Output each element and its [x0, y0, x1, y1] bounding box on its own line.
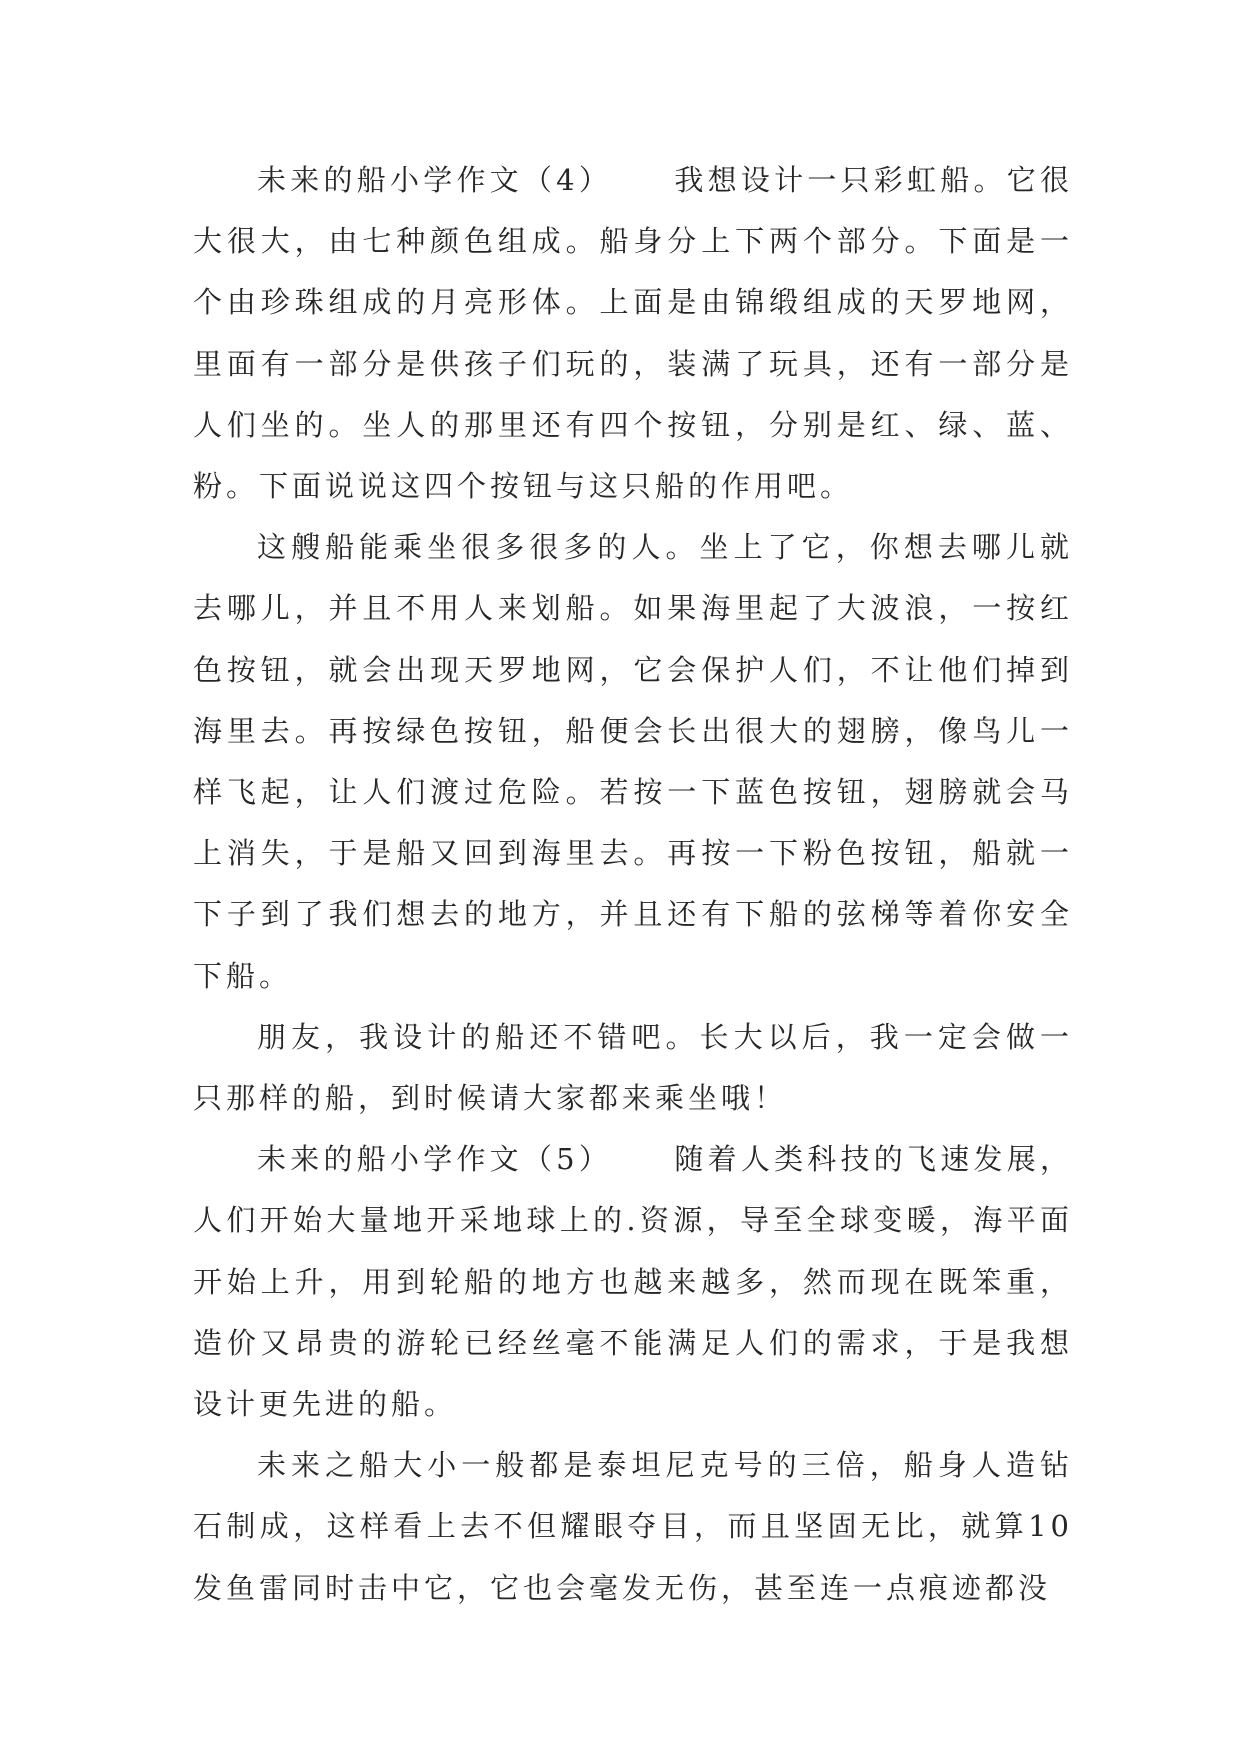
paragraph-3 [193, 1007, 1073, 1129]
essay-heading-5: 未来的船小学作文（5） [257, 1142, 613, 1177]
essay-heading-4: 未来的船小学作文（4） [257, 163, 613, 197]
paragraph-4-text: 随着人类科技的飞速发展，人们开始大量地开采地球上的.资源，导至全球变暖，海平面开始上升，用到轮船的地方也越来越多，然而现在既笨重，造价又昂贵的游轮已经丝毫不能满足人们的需求，于是我想设计更先进的船。 [193, 1142, 1073, 1422]
paragraph-2-text: 这艘船能乘坐很多很多的人。坐上了它，你想去哪儿就去哪儿，并且不用人来划船。如果海里起了大波浪，一按红色按钮，就会出现天罗地网，它会保护人们，不让他们掉到海里去。再按绿色按钮，船便会长出很大的翅膀，像鸟儿一样飞起，让人们渡过危险。若按一下蓝色按钮，翅膀就会马上消失，于是船又回到海里去。再按一下粉色按钮，船就一下子到了我们想去的地方，并且还有下船的弦梯等着你安全下船。 [193, 530, 1073, 993]
paragraph-4 [193, 1129, 1073, 1435]
paragraph-2 [193, 517, 1073, 1007]
paragraph-5-text: 未来之船大小一般都是泰坦尼克号的三倍，船身人造钻石制成，这样看上去不但耀眼夺目，而且坚固无比，就算10发鱼雷同时击中它，它也会毫发无伤，甚至连一点痕迹都没 [193, 1448, 1073, 1605]
paragraph-1-text: 我想设计一只彩虹船。它很大很大，由七种颜色组成。船身分上下两个部分。下面是一个由珍珠组成的月亮形体。上面是由锦缎组成的天罗地网，里面有一部分是供孩子们玩的，装满了玩具，还有一部分是人们坐的。坐人的那里还有四个按钮，分别是红、绿、蓝、粉。下面说说这四个按钮与这只船的作用吧。 [193, 163, 1073, 504]
paragraph-5 [193, 1435, 1073, 1619]
paragraph-3-text: 朋友，我设计的船还不错吧。长大以后，我一定会做一只那样的船，到时候请大家都来乘坐哦！ [193, 1019, 1073, 1116]
paragraph-1 [193, 150, 1073, 517]
document-page [193, 150, 1073, 1619]
